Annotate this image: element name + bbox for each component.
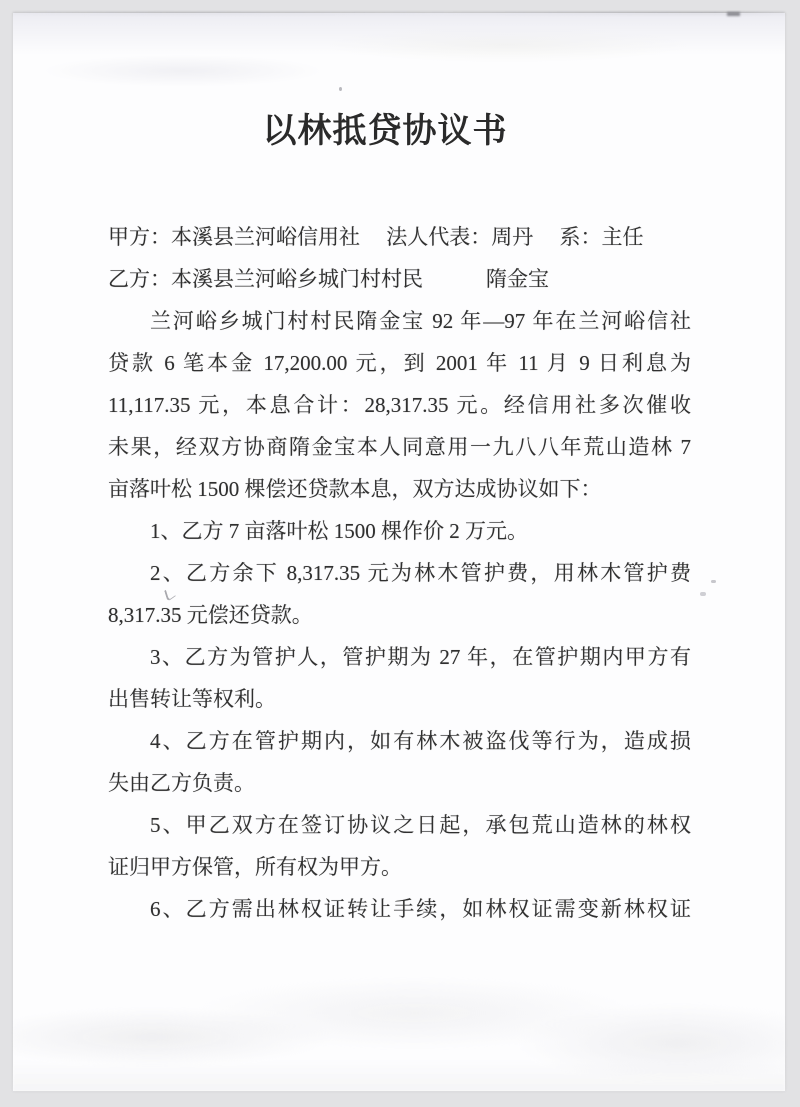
document-body bbox=[108, 216, 691, 930]
document-line: 11,117.35 元，本息合计：28,317.35 元。经信用社多次催收 bbox=[108, 393, 691, 417]
document-line: 3、乙方为管护人，管护期为 27 年，在管护期内甲方有 bbox=[150, 645, 691, 669]
document-line: 2、乙方余下 8,317.35 元为林木管护费，用林木管护费 bbox=[150, 561, 691, 585]
document-line: 5、甲乙双方在签订协议之日起，承包荒山造林的林权 bbox=[150, 813, 691, 837]
document-line: 失由乙方负责。 bbox=[108, 771, 255, 795]
scan-artifact-bottom bbox=[13, 971, 785, 1091]
document-line: 6、乙方需出林权证转让手续，如林权证需变新林权证 bbox=[150, 897, 691, 921]
document-line: 未果，经双方协商隋金宝本人同意用一九八八年荒山造林 7 bbox=[108, 435, 691, 459]
document-line: 乙方：本溪县兰河峪乡城门村村民 隋金宝 bbox=[108, 267, 549, 291]
document-line: 兰河峪乡城门村村民隋金宝 92 年—97 年在兰河峪信社 bbox=[150, 309, 691, 333]
document-line: 甲方：本溪县兰河峪信用社 法人代表：周丹 系：主任 bbox=[108, 225, 644, 249]
document-title: 以林抵贷协议书 bbox=[262, 112, 508, 150]
document-page bbox=[13, 13, 785, 1091]
document-line: 亩落叶松 1500 棵偿还贷款本息，双方达成协议如下： bbox=[108, 477, 602, 501]
document-line: 贷款 6 笔本金 17,200.00 元，到 2001 年 11 月 9 日利息为 bbox=[108, 351, 691, 375]
document-line: 8,317.35 元偿还贷款。 bbox=[108, 603, 313, 627]
document-line: 出售转让等权利。 bbox=[108, 687, 276, 711]
document-line: 4、乙方在管护期内，如有林木被盗伐等行为，造成损 bbox=[150, 729, 691, 753]
document-line: 1、乙方 7 亩落叶松 1500 棵作价 2 万元。 bbox=[150, 519, 528, 543]
document-line: 证归甲方保管，所有权为甲方。 bbox=[108, 855, 402, 879]
